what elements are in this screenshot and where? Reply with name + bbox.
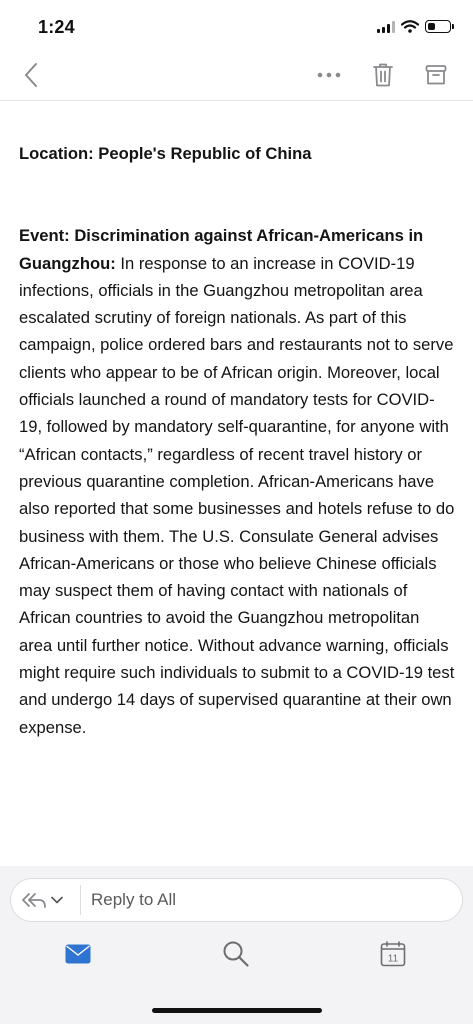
calendar-day: 11: [387, 953, 399, 965]
location-line: Location: People's Republic of China: [19, 144, 312, 163]
delete-button[interactable]: [366, 58, 400, 92]
message-toolbar: [0, 50, 473, 101]
search-icon: [222, 940, 250, 968]
ellipsis-icon: [316, 71, 342, 79]
home-indicator: [152, 1008, 322, 1013]
bottom-area: [0, 866, 473, 1024]
email-body: [19, 140, 455, 741]
archive-button[interactable]: [419, 58, 453, 92]
chevron-left-icon: [23, 62, 39, 88]
archive-icon: [425, 64, 447, 86]
event-label: Event: Discrimination against African-Americans in Guangzhou:: [19, 226, 424, 273]
status-time: 1:24: [38, 17, 75, 37]
tab-mail[interactable]: [58, 936, 98, 972]
status-icons: [377, 20, 451, 33]
wifi-icon: [401, 20, 419, 33]
reply-options-button[interactable]: [21, 887, 73, 913]
trash-icon: [372, 62, 394, 88]
back-button[interactable]: [14, 58, 48, 92]
event-paragraph: [19, 222, 455, 741]
reply-all-icon: [21, 891, 47, 909]
tab-bar: [0, 936, 473, 976]
reply-input[interactable]: [91, 885, 451, 915]
tab-calendar[interactable]: [373, 936, 413, 972]
more-options-button[interactable]: [312, 58, 346, 92]
reply-bar: [10, 878, 463, 922]
mail-icon: [65, 944, 91, 964]
battery-level: [428, 23, 435, 30]
reply-divider: [80, 885, 81, 915]
tab-search[interactable]: [216, 936, 256, 972]
event-text: In response to an increase in COVID-19 infections, officials in the Guangzhou metropolitan area escalated scrutiny of foreign nationals. As part of this campaign, police ordered bars and restaurants not to serve clients who appear to be of African origin. Moreover, local officials launched a round of mandatory tests for COVID-19, followed by mandatory self-quarantine, for anyone with “African contacts,” regardless of recent travel history or previous quarantine completion. African-Americans have also reported that some businesses and hotels refuse to do business with them. The U.S. Consulate General advises African-Americans or those who believe Chinese officials may suspect them of having contact with nationals of African countries to avoid the Guangzhou metropolitan area until further notice. Without advance warning, officials might require such individuals to submit to a COVID-19 test and undergo 14 days of supervised quarantine at their own expense.: [19, 253, 455, 737]
cellular-signal-icon: [377, 21, 395, 33]
status-bar: [0, 0, 473, 50]
battery-icon: [425, 20, 451, 33]
chevron-down-icon: [51, 896, 63, 904]
calendar-icon: [380, 941, 406, 967]
